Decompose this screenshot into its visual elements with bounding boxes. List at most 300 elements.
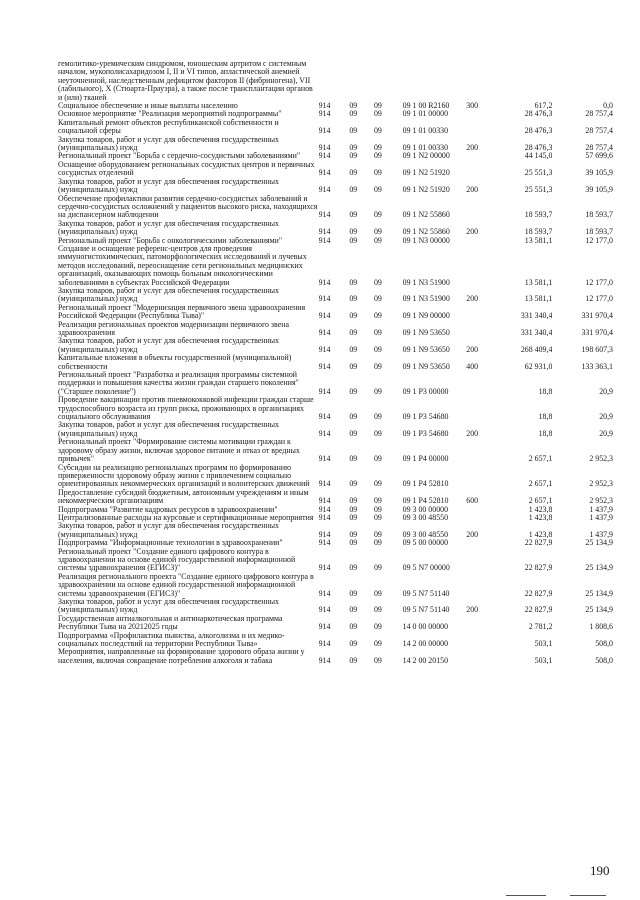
table-row — [58, 245, 613, 287]
table-row — [58, 102, 613, 110]
row-name: Реализация региональных проектов модернизации первичного звена здравоохранения — [58, 320, 289, 337]
target-item-code: 09 1 N3 51900 — [402, 277, 450, 287]
subsection-code: 09 — [373, 126, 382, 136]
section-code: 09 — [349, 143, 358, 153]
table-row — [58, 337, 613, 354]
subsection-code: 09 — [373, 227, 382, 237]
section-code: 09 — [349, 328, 358, 337]
expense-type-code: 300 — [466, 102, 479, 111]
amount-year-2: 12 177,0 — [585, 277, 613, 287]
amount-year-2: 2 952,3 — [589, 479, 613, 489]
row-name: Основное мероприятие "Реализация мероприятий подпрограммы" — [58, 110, 282, 119]
subsection-code: 09 — [373, 143, 382, 153]
table-row — [58, 539, 613, 547]
table-row — [58, 421, 613, 438]
subsection-code: 09 — [373, 328, 382, 337]
amount-year-1: 18 593,7 — [524, 227, 553, 237]
row-name: Закупка товаров, работ и услуг для обеспечения государственных (муниципальных) нужд — [58, 421, 279, 438]
row-name: Социальное обеспечение и иные выплаты населению — [58, 102, 238, 111]
section-code: 09 — [349, 102, 358, 111]
subsection-code: 09 — [373, 529, 382, 539]
document-page — [58, 60, 613, 665]
amount-year-2: 1 437,9 — [589, 505, 613, 514]
ministry-code: 914 — [318, 605, 331, 615]
amount-year-1: 22 827,9 — [524, 563, 553, 573]
row-name: Закупка товаров, работ и услуг для обеспечения государственных (муниципальных) нужд — [58, 337, 279, 354]
ministry-code: 914 — [318, 639, 331, 649]
expense-type-code — [466, 632, 493, 649]
row-name: Подпрограмма «Профилактика пьянства, алкоголизма и их медико-социальных последствий на территории Республики Тыва» — [58, 631, 285, 649]
amount-year-1: 13 581,1 — [524, 277, 553, 287]
target-item-code: 09 1 P4 52810 — [402, 496, 449, 506]
section-code: 09 — [349, 655, 358, 665]
amount-year-2: 508,0 — [595, 655, 613, 665]
ministry-code: 914 — [318, 386, 331, 396]
amount-year-2: 1 437,9 — [589, 513, 613, 522]
section-code: 09 — [349, 361, 358, 371]
amount-year-2: 25 134,9 — [585, 539, 613, 548]
subsection-code — [374, 60, 403, 102]
ministry-code: 914 — [318, 479, 331, 489]
budget-table-body — [58, 60, 613, 665]
expense-type-code: 200 — [466, 227, 479, 237]
expense-type-code — [466, 161, 493, 178]
table-row — [58, 136, 613, 153]
amount-year-2: 12 177,0 — [585, 294, 613, 304]
amount-year-2: 20,9 — [599, 428, 613, 438]
amount-year-2: 28 757,4 — [585, 126, 613, 136]
row-name: Закупка товаров, работ и услуг для обеспечения государственных (муниципальных) нужд — [58, 522, 279, 539]
ministry-code: 914 — [318, 102, 331, 111]
table-row — [58, 161, 613, 178]
row-name: Государственная антиалкогольная и антинаркотическая программа Республики Тыва на 20212025 годы — [58, 614, 283, 632]
amount-year-1: 617,2 — [534, 102, 553, 111]
section-code: 09 — [349, 210, 358, 220]
table-row — [58, 60, 613, 102]
ministry-code: 914 — [318, 311, 331, 321]
expense-type-code — [466, 648, 493, 665]
row-name: Закупка товаров, работ и услуг для обеспечения государственных (муниципальных) нужд — [58, 219, 279, 237]
target-item-code: 09 5 N7 51140 — [402, 605, 450, 615]
target-item-code: 09 1 N9 53650 — [402, 344, 450, 354]
ministry-code — [319, 60, 350, 102]
amount-year-2: 28 757,4 — [585, 110, 613, 119]
amount-year-1: 25 551,3 — [524, 185, 553, 195]
section-code: 09 — [349, 412, 358, 422]
expense-type-code — [466, 573, 493, 598]
section-code: 09 — [349, 311, 358, 321]
amount-year-2: 198 607,3 — [581, 344, 613, 354]
expense-type-code — [466, 514, 493, 522]
amount-year-1: 331 340,4 — [520, 311, 553, 321]
target-item-code: 09 1 P3 00000 — [402, 386, 449, 396]
row-name: Капитальный ремонт объектов республиканской собственности и социальной сферы — [58, 118, 279, 136]
subsection-code: 09 — [373, 496, 382, 506]
amount-year-2: 39 105,9 — [585, 168, 613, 178]
target-item-code: 09 1 N3 51900 — [402, 294, 450, 304]
amount-year-1: 2 657,1 — [528, 479, 553, 489]
target-item-code: 09 1 N2 55860 — [402, 227, 450, 237]
amount-year-2: 25 134,9 — [585, 563, 613, 573]
expense-type-code: 600 — [466, 496, 479, 506]
expense-type-code — [466, 548, 493, 573]
subsection-code: 09 — [373, 513, 382, 522]
ministry-code: 914 — [318, 236, 331, 245]
target-item-code: 09 5 N7 00000 — [402, 563, 450, 573]
subsection-code: 09 — [373, 655, 382, 665]
ministry-code: 914 — [318, 328, 331, 337]
amount-year-1 — [493, 60, 553, 102]
amount-year-1: 503,1 — [534, 655, 553, 665]
amount-year-1: 62 931,0 — [524, 361, 553, 371]
amount-year-2: 12 177,0 — [585, 236, 613, 245]
table-row — [58, 304, 613, 321]
amount-year-2: 20,9 — [599, 412, 613, 422]
expense-type-code — [466, 110, 493, 118]
section-code: 09 — [349, 227, 358, 237]
amount-year-1: 44 145,0 — [524, 152, 553, 161]
target-item-code: 09 1 N2 55860 — [402, 210, 450, 220]
subsection-code: 09 — [373, 454, 382, 464]
expense-type-code — [466, 506, 493, 514]
amount-year-1: 1 423,8 — [528, 505, 553, 514]
budget-table — [58, 60, 613, 665]
row-name: Региональный проект "Формирование системы мотивации граждан к здоровому образу жизни, включая здоровое питание и отказ от вредных привычек" — [58, 438, 300, 464]
amount-year-1: 22 827,9 — [524, 605, 553, 615]
amount-year-1: 28 476,3 — [524, 110, 553, 119]
amount-year-2 — [552, 60, 613, 102]
section-code: 09 — [349, 386, 358, 396]
expense-type-code — [466, 195, 493, 220]
target-item-code: 09 1 N9 53650 — [402, 361, 450, 371]
amount-year-2: 57 699,6 — [585, 152, 613, 161]
section-code: 09 — [349, 454, 358, 464]
row-name: Централизованные расходы на курсовые и сертификационные мероприятия — [58, 513, 314, 522]
row-name: Подпрограмма "Развитие кадровых ресурсов в здравоохранении" — [58, 505, 278, 514]
target-item-code: 14 0 00 00000 — [402, 622, 449, 632]
amount-year-1: 1 423,8 — [528, 529, 553, 539]
expense-type-code — [466, 396, 493, 421]
amount-year-1: 268 409,4 — [520, 344, 553, 354]
amount-year-2: 508,0 — [595, 639, 613, 649]
row-name: Закупка товаров, работ и услуг для обеспечения государственных (муниципальных) нужд — [58, 286, 279, 304]
ministry-code: 914 — [318, 227, 331, 237]
ministry-code: 914 — [318, 361, 331, 371]
amount-year-1: 503,1 — [534, 639, 553, 649]
table-row — [58, 195, 613, 220]
section-code — [349, 60, 374, 102]
target-item-code: 09 5 N7 51140 — [402, 588, 450, 598]
section-code: 09 — [349, 185, 358, 195]
section-code: 09 — [349, 563, 358, 573]
table-row — [58, 220, 613, 237]
section-code: 09 — [349, 236, 358, 245]
section-code: 09 — [349, 622, 358, 632]
amount-year-2: 331 970,4 — [581, 328, 613, 337]
row-name: Обеспечение профилактики развития сердечно-сосудистых заболеваний и сердечно-сосудистых осложнений у пациентов высокого риска, находящихся на диспансерном наблюдении — [58, 194, 318, 220]
ministry-code: 914 — [318, 412, 331, 422]
amount-year-1: 2 781,2 — [528, 622, 553, 632]
expense-type-code — [466, 119, 493, 136]
amount-year-1: 18,8 — [538, 386, 553, 396]
target-item-code: 09 1 00 R2160 — [402, 102, 450, 111]
table-row — [58, 522, 613, 539]
amount-year-2: 20,9 — [599, 386, 613, 396]
table-row — [58, 598, 613, 615]
ministry-code: 914 — [318, 496, 331, 506]
subsection-code: 09 — [373, 479, 382, 489]
ministry-code: 914 — [318, 344, 331, 354]
expense-type-code: 200 — [466, 428, 479, 438]
expense-type-code: 200 — [466, 529, 479, 539]
section-code: 09 — [349, 110, 358, 119]
row-name: Проведение вакцинации против пневмококковой инфекции граждан старше трудоспособного возраста из групп риска, проживающих в организациях социального обслуживания — [58, 396, 314, 422]
row-name: Региональный проект "Разработка и реализация программы системной поддержки и повышения качества жизни граждан старшего поколения" ("Старшее поколение") — [58, 371, 299, 396]
target-item-code: 09 1 N2 51920 — [402, 185, 450, 195]
amount-year-2: 25 134,9 — [585, 605, 613, 615]
table-row — [58, 371, 613, 396]
subsection-code: 09 — [373, 622, 382, 632]
amount-year-1: 18 593,7 — [524, 210, 553, 220]
target-item-code: 09 1 P3 54680 — [402, 428, 449, 438]
expense-type-code: 400 — [466, 361, 479, 371]
row-name: Подпрограмма "Информационные технологии в здравоохранении" — [58, 539, 283, 548]
expense-type-code: 200 — [466, 605, 479, 615]
ministry-code: 914 — [318, 428, 331, 438]
amount-year-1: 2 657,1 — [528, 496, 553, 506]
section-code: 09 — [349, 588, 358, 598]
amount-year-2: 28 757,4 — [585, 143, 613, 153]
subsection-code: 09 — [373, 639, 382, 649]
amount-year-2: 133 363,1 — [581, 361, 613, 371]
expense-type-code — [466, 304, 493, 321]
amount-year-1: 2 657,1 — [528, 454, 553, 464]
expense-type-code — [466, 371, 493, 396]
table-row — [58, 464, 613, 489]
ministry-code: 914 — [318, 185, 331, 195]
table-row — [58, 354, 613, 371]
section-code: 09 — [349, 168, 358, 178]
table-row — [58, 632, 613, 649]
row-name: Закупка товаров, работ и услуг для обеспечения государственных (муниципальных) нужд — [58, 177, 279, 195]
section-code: 09 — [349, 428, 358, 438]
amount-year-2: 1 437,9 — [589, 529, 613, 539]
table-row — [58, 506, 613, 514]
subsection-code: 09 — [373, 294, 382, 304]
row-name: Мероприятия, направленные на формирование здорового образа жизни у населения, включая сокращение потребления алкоголя и табака — [58, 648, 305, 665]
section-code: 09 — [349, 152, 358, 161]
amount-year-2: 0,0 — [603, 102, 613, 111]
subsection-code: 09 — [373, 210, 382, 220]
section-code: 09 — [349, 126, 358, 136]
table-row — [58, 178, 613, 195]
target-item-code: 09 1 P4 00000 — [402, 454, 449, 464]
expense-type-code: 200 — [466, 185, 479, 195]
ministry-code: 914 — [318, 126, 331, 136]
section-code: 09 — [349, 479, 358, 489]
target-item-code: 09 1 N3 00000 — [402, 236, 450, 245]
ministry-code: 914 — [318, 622, 331, 632]
amount-year-1: 18,8 — [538, 428, 553, 438]
subsection-code: 09 — [373, 386, 382, 396]
ministry-code: 914 — [318, 152, 331, 161]
target-item-code: 14 2 00 00000 — [402, 639, 449, 649]
table-row — [58, 152, 613, 160]
ministry-code: 914 — [318, 294, 331, 304]
ministry-code: 914 — [318, 454, 331, 464]
subsection-code: 09 — [373, 588, 382, 598]
subsection-code: 09 — [373, 605, 382, 615]
target-item-code — [403, 60, 467, 102]
expense-type-code — [466, 245, 493, 287]
amount-year-2: 25 134,9 — [585, 588, 613, 598]
section-code: 09 — [349, 539, 358, 548]
expense-type-code: 200 — [466, 143, 479, 153]
table-row — [58, 615, 613, 632]
amount-year-2: 39 105,9 — [585, 185, 613, 195]
table-row — [58, 119, 613, 136]
expense-type-code — [466, 152, 493, 160]
amount-year-1: 331 340,4 — [520, 328, 553, 337]
ministry-code: 914 — [318, 529, 331, 539]
target-item-code: 09 1 01 00000 — [402, 110, 449, 119]
subsection-code: 09 — [373, 185, 382, 195]
ministry-code: 914 — [318, 110, 331, 119]
row-name: Оснащение оборудованием региональных сосудистых центров и первичных сосудистых отделений — [58, 160, 315, 178]
amount-year-1: 22 827,9 — [524, 588, 553, 598]
row-name: Региональный проект "Модернизация первичного звена здравоохранения Российской Федерации (Республика Тыва)" — [58, 303, 306, 321]
ministry-code: 914 — [318, 505, 331, 514]
page-number: 190 — [590, 863, 610, 878]
amount-year-2: 2 952,3 — [589, 496, 613, 506]
amount-year-2: 18 593,7 — [585, 210, 613, 220]
target-item-code: 09 1 N2 00000 — [402, 152, 450, 161]
table-row — [58, 648, 613, 665]
target-item-code: 14 2 00 20150 — [402, 655, 449, 665]
target-item-code: 09 3 00 00000 — [402, 505, 449, 514]
table-row — [58, 110, 613, 118]
row-name: Закупка товаров, работ и услуг для обеспечения государственных (муниципальных) нужд — [58, 135, 279, 153]
table-row — [58, 573, 613, 598]
amount-year-1: 1 423,8 — [528, 513, 553, 522]
expense-type-code: 200 — [466, 294, 479, 304]
amount-year-1: 28 476,3 — [524, 126, 553, 136]
ministry-code: 914 — [318, 143, 331, 153]
target-item-code: 09 1 N2 51920 — [402, 168, 450, 178]
row-name: Предоставление субсидий бюджетным, автономным учреждениям и иным некоммерческим организациям — [58, 488, 309, 506]
row-name: Реализация регионального проекта "Создание единого цифрового контура в здравоохранении на основе единой государственной информационной системы здравоохранения (ЕГИСЗ)" — [58, 572, 314, 598]
ministry-code: 914 — [318, 210, 331, 220]
amount-year-2: 331 970,4 — [581, 311, 613, 321]
footer-rule — [570, 895, 606, 896]
row-name: Региональный проект "Создание единого цифрового контура в здравоохранении на основе единой государственной информационной системы здравоохранения (ЕГИСЗ)" — [58, 547, 296, 573]
row-name: Создание и оснащение референс-центров для проведения иммуногистохимических, патоморфологических исследований и лучевых методов исследований, переоснащение сети региональных медицинских организаций, оказывающих помощь больным онкологическими заболеваниями в субъектах Российской Федерации — [58, 244, 307, 287]
subsection-code: 09 — [373, 277, 382, 287]
table-row — [58, 489, 613, 506]
table-row — [58, 548, 613, 573]
table-row — [58, 321, 613, 338]
amount-year-1: 22 827,9 — [524, 539, 553, 548]
ministry-code: 914 — [318, 277, 331, 287]
subsection-code: 09 — [373, 236, 382, 245]
section-code: 09 — [349, 513, 358, 522]
expense-type-code — [466, 464, 493, 489]
expense-type-code — [466, 60, 493, 102]
row-name: Капитальные вложения в объекты государственной (муниципальной) собственности — [58, 354, 292, 371]
amount-year-1: 28 476,3 — [524, 143, 553, 153]
target-item-code: 09 1 N9 00000 — [402, 311, 450, 321]
section-code: 09 — [349, 344, 358, 354]
expense-type-code — [466, 321, 493, 338]
row-name: Закупка товаров, работ и услуг для обеспечения государственных (муниципальных) нужд — [58, 598, 279, 615]
target-item-code: 09 1 P3 54680 — [402, 412, 449, 422]
row-name: Региональный проект "Борьба с онкологическими заболеваниями" — [58, 236, 283, 245]
table-row — [58, 396, 613, 421]
expense-type-code — [466, 539, 493, 547]
subsection-code: 09 — [373, 102, 382, 111]
subsection-code: 09 — [373, 505, 382, 514]
subsection-code: 09 — [373, 428, 382, 438]
amount-year-2: 1 808,6 — [589, 622, 613, 632]
section-code: 09 — [349, 529, 358, 539]
row-name: гемолитико-уремическим синдромом, юношеским артритом с системным началом, мукополисахаридозом I, II и VI типов, апластической анемией неуточненной, наследственным дефицитом факторов II (фибриногена), VII (лабильного), X (Стюарта-Прауэра), а также после трансплантации органов и (или) тканей — [58, 60, 313, 102]
table-row — [58, 514, 613, 522]
amount-year-1: 13 581,1 — [524, 236, 553, 245]
subsection-code: 09 — [373, 152, 382, 161]
section-code: 09 — [349, 496, 358, 506]
row-name: Субсидии на реализацию региональных программ по формированию приверженности здоровому образу жизни с привлечением социально ориентированных некоммерческих организаций и волонтерских движений — [58, 463, 310, 489]
subsection-code: 09 — [373, 168, 382, 178]
target-item-code: 09 1 01 00330 — [402, 126, 449, 136]
ministry-code: 914 — [318, 588, 331, 598]
subsection-code: 09 — [373, 539, 382, 548]
expense-type-code: 200 — [466, 344, 479, 354]
target-item-code: 09 5 00 00000 — [402, 539, 449, 548]
table-row — [58, 287, 613, 304]
table-row — [58, 438, 613, 463]
table-row — [58, 237, 613, 245]
ministry-code: 914 — [318, 513, 331, 522]
subsection-code: 09 — [373, 563, 382, 573]
target-item-code: 09 3 00 48550 — [402, 513, 449, 522]
row-name: Региональный проект "Борьба с сердечно-сосудистыми заболеваниями" — [58, 152, 301, 161]
footer-rule — [506, 895, 546, 896]
amount-year-1: 18,8 — [538, 412, 553, 422]
section-code: 09 — [349, 277, 358, 287]
section-code: 09 — [349, 639, 358, 649]
subsection-code: 09 — [373, 344, 382, 354]
subsection-code: 09 — [373, 361, 382, 371]
section-code: 09 — [349, 505, 358, 514]
target-item-code: 09 1 01 00330 — [402, 143, 449, 153]
section-code: 09 — [349, 605, 358, 615]
expense-type-code — [466, 615, 493, 632]
subsection-code: 09 — [373, 311, 382, 321]
target-item-code: 09 3 00 48550 — [402, 529, 449, 539]
ministry-code: 914 — [318, 539, 331, 548]
target-item-code: 09 1 N9 53650 — [402, 328, 450, 337]
subsection-code: 09 — [373, 412, 382, 422]
amount-year-2: 18 593,7 — [585, 227, 613, 237]
target-item-code: 09 1 P4 52810 — [402, 479, 449, 489]
section-code: 09 — [349, 294, 358, 304]
amount-year-1: 25 551,3 — [524, 168, 553, 178]
ministry-code: 914 — [318, 168, 331, 178]
amount-year-1: 13 581,1 — [524, 294, 553, 304]
ministry-code: 914 — [318, 563, 331, 573]
expense-type-code — [466, 438, 493, 463]
subsection-code: 09 — [373, 110, 382, 119]
